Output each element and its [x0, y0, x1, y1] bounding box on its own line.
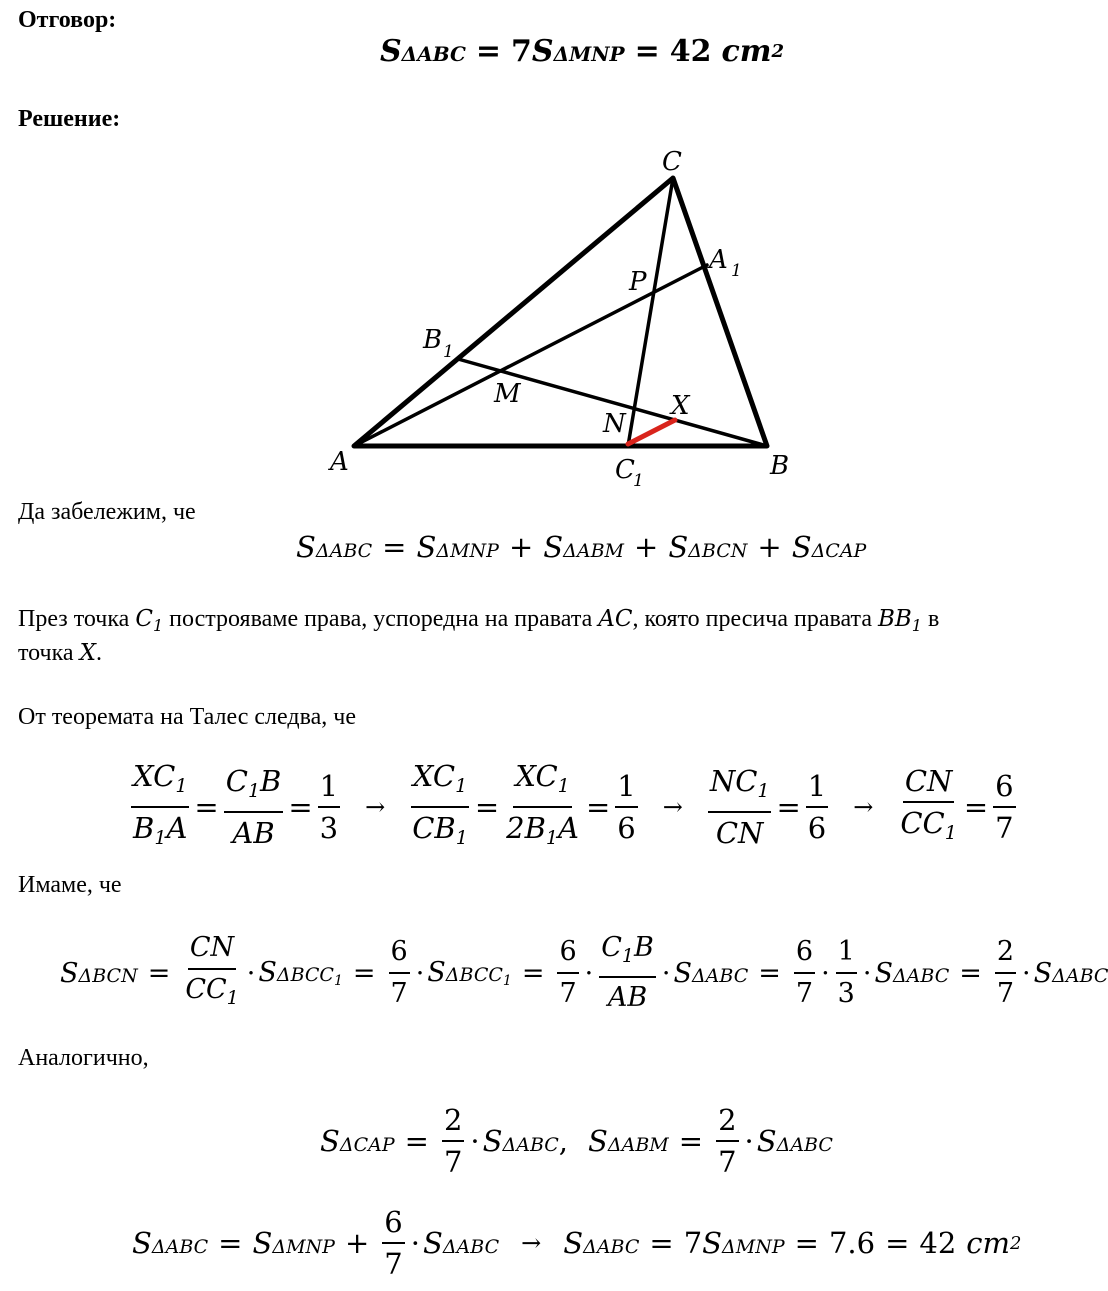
equation-final: S ΔABC = S ΔMNP + $\frac{6}{7}$ · S ΔABC → S ΔABC = 7 S ΔMNP = 7.6 = 42 cm 2 [132, 1205, 1022, 1281]
label-b: B [770, 451, 790, 481]
answer-formula: S ΔABC = 7 S ΔMNP = 42 cm 2 [380, 34, 785, 69]
equation-bcn: S ΔBCN = $\frac{CN}{CC_1}$ · S $\Delta BCC_1$ = $\frac{6}{7}$ · S $\Delta BCC_1$ = $\frac{6}{7}$ · $\frac{C_1B}{AB}$ · S ΔABC = $\frac{6}{7}$ · $\frac{1}{3}$ · S ΔABC = $\frac{2}{7}$ · S ΔABC [60, 932, 1108, 1013]
triangle-abc [354, 178, 767, 446]
solution-heading: Решение: [18, 106, 121, 132]
triangle-figure [0, 0, 1075, 500]
label-p: P [629, 267, 647, 297]
text-construction-line2: точка X. [18, 640, 102, 666]
text-note: Да забележим, че [18, 499, 196, 525]
label-b1: B [423, 325, 443, 355]
equation-thales: $\frac{XC_1}{B_1A}$ = $\frac{C_1B}{AB}$ = $\frac{1}{3}$ → $\frac{XC_1}{CB_1}$ = $\frac{XC_1}{2B_1A}$ = $\frac{1}{6}$ → $\frac{NC_1}{CN}$ = $\frac{1}{6}$ → $\frac{CN}{CC_1}$ = $\frac{6}{7}$ [133, 759, 1014, 850]
label-n: N [603, 409, 626, 439]
label-c: C [662, 147, 682, 177]
label-b1-sub: 1 [443, 342, 454, 362]
label-x: X [671, 391, 690, 421]
text-analogously: Аналогично, [18, 1045, 149, 1071]
label-m: M [494, 379, 521, 409]
text-construction-line1: През точка $C_1$ построяваме права, успоредна на правата AC, която пресича правата $BB_1$ в [18, 606, 940, 635]
text-thales: От теоремата на Талес следва, че [18, 704, 356, 730]
segment-c1x [628, 420, 675, 444]
label-a: A [330, 447, 349, 477]
equation-analog: S ΔCAP = $\frac{2}{7}$ · S ΔABC , S ΔABM = $\frac{2}{7}$ · S ΔABC [320, 1103, 833, 1179]
equation-area-sum: S ΔABC = S ΔMNP + S ΔABM + S ΔBCN + S ΔCAP [296, 530, 867, 564]
text-we-have: Имаме, че [18, 872, 122, 898]
label-c1: C [615, 455, 635, 485]
label-c1-sub: 1 [633, 471, 644, 491]
cevian-cc1 [628, 178, 673, 446]
answer-heading: Отговор: [18, 7, 117, 33]
label-a1-sub: 1 [731, 261, 742, 281]
label-a1: A [709, 245, 728, 275]
